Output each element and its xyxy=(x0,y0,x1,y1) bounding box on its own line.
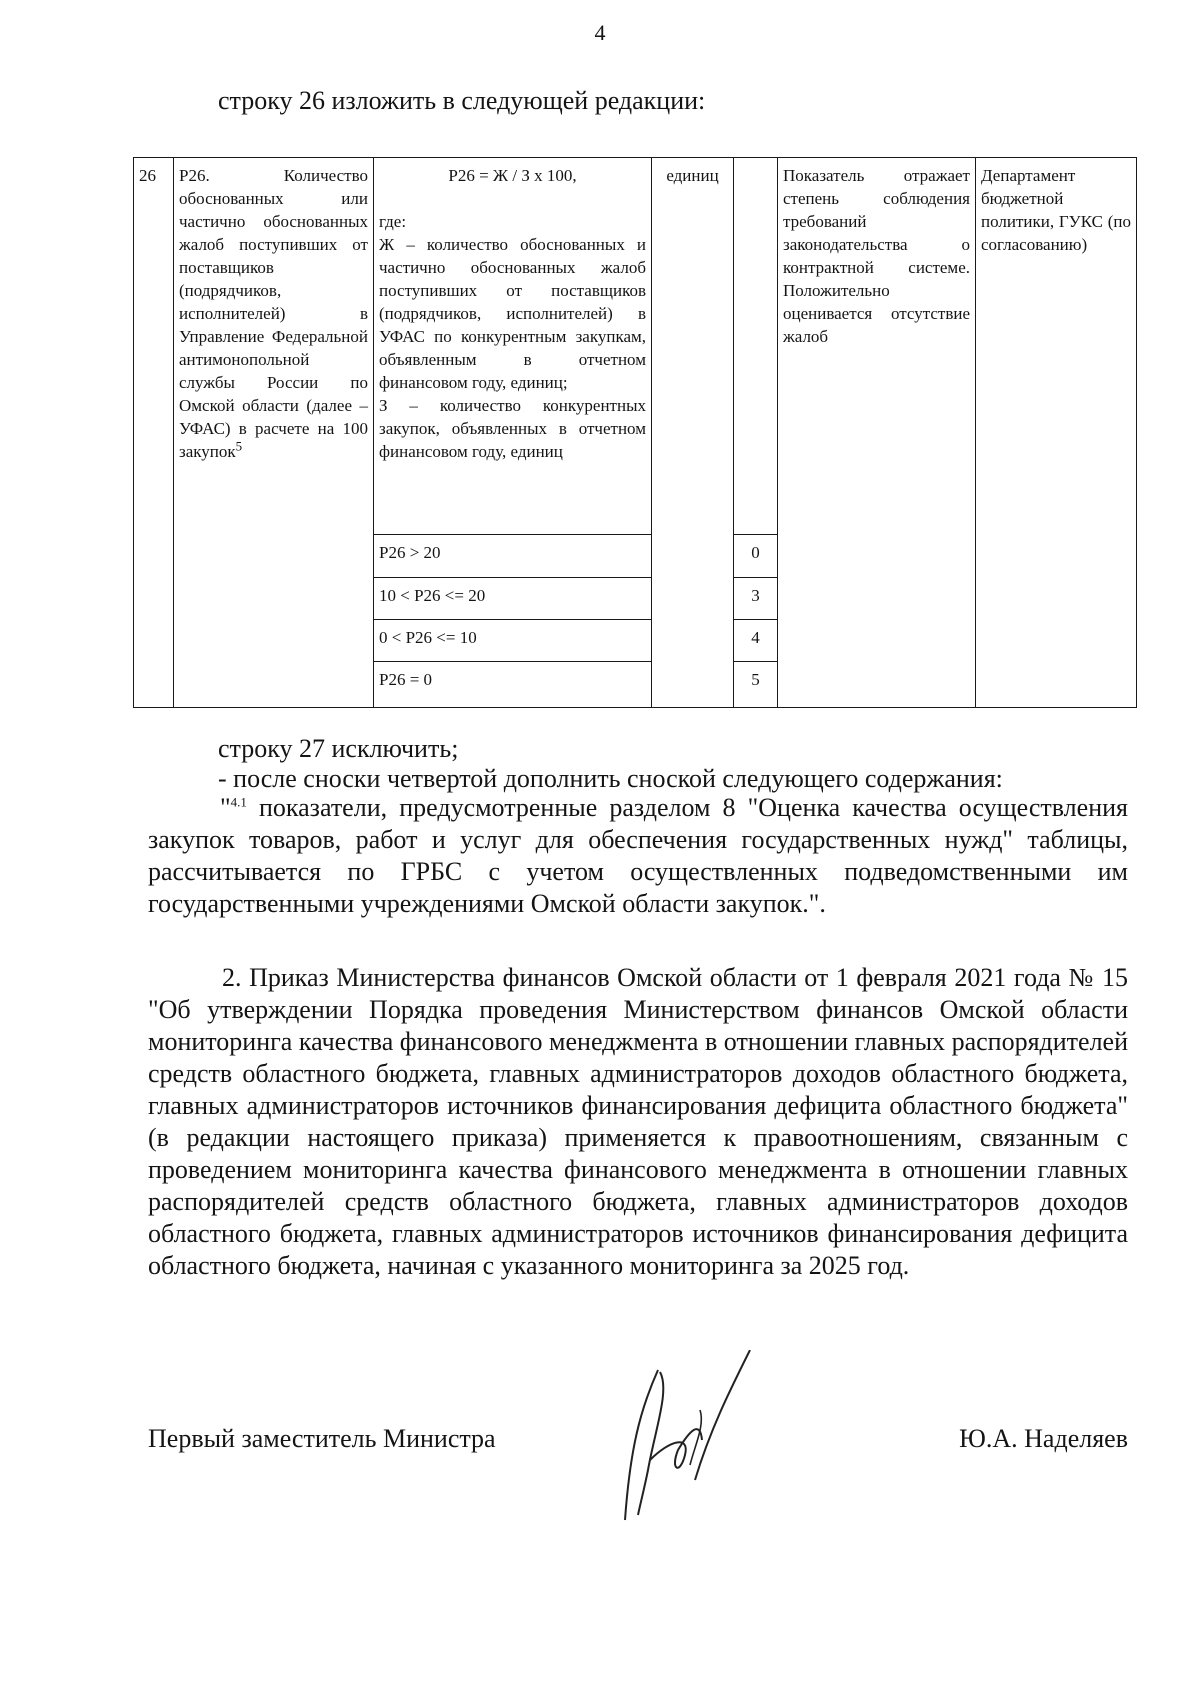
signer-name: Ю.А. Наделяев xyxy=(959,1424,1128,1453)
score-cell: 3 xyxy=(734,578,778,620)
page-number: 4 xyxy=(594,20,606,45)
paragraph-exclude: строку 27 исключить; xyxy=(218,734,459,763)
row-number-cell xyxy=(134,158,174,708)
formula-where: где: xyxy=(379,212,407,231)
unit-cell xyxy=(652,158,734,708)
footnote-paragraph xyxy=(148,792,1128,920)
unit: единиц xyxy=(666,166,719,185)
indicator-table xyxy=(133,157,1137,708)
footnote-text: показатели, предусмотренные разделом 8 "Оценка качества осуществления закупок товаров, работ и услуг для обеспечения государственных нужд" таблицы, рассчитывается по ГРБС с учетом осуществленных подведомственными им государственными учреждениями Омской области закупок.". xyxy=(148,793,1128,918)
formula-z-definition: З – количество конкурентных закупок, объявленных в отчетном финансовом году, единиц xyxy=(379,396,646,461)
row-number: 26 xyxy=(139,166,156,185)
formula-cell xyxy=(374,158,652,535)
score-header-blank xyxy=(734,158,778,535)
score-cell: 4 xyxy=(734,620,778,662)
signer-title: Первый заместитель Министра xyxy=(148,1424,496,1453)
responsible-cell xyxy=(976,158,1137,708)
formula-zh-definition: Ж – количество обоснованных и частично обоснованных жалоб поступивших от поставщиков (подрядчиков, исполнителей) в УФАС по конкурентным закупкам, объявленным в отчетном финансовом году, единиц; xyxy=(379,235,646,392)
intro-text: строку 26 изложить в следующей редакции: xyxy=(218,86,706,115)
paragraph-2: 2. Приказ Министерства финансов Омской области от 1 февраля 2021 года № 15 "Об утверждении Порядка проведения Министерством финансов Омской области мониторинга качества финансового менеджмента в отношении главных распорядителей средств областного бюджета, главных администраторов доходов областного бюджета, главных администраторов источников финансирования дефицита областного бюджета" (в редакции настоящего приказа) применяется к правоотношениям, связанным с проведением мониторинга качества финансового менеджмента в отношении главных распорядителей средств областного бюджета, главных администраторов доходов областного бюджета, главных администраторов источников финансирования дефицита областного бюджета, начиная с указанного мониторинга за 2025 год. xyxy=(148,963,1128,1280)
footnote-mark: 4.1 xyxy=(230,794,247,810)
indicator-name: Р26. Количество обоснованных или частично обоснованных жалоб поступивших от поставщиков (подрядчиков, исполнителей) в Управление Федеральной антимонопольной службы России по Омской области (далее – УФАС) в расчете на 100 закупок xyxy=(179,166,368,461)
condition-cell: Р26 > 20 xyxy=(374,535,652,578)
description-cell xyxy=(778,158,976,708)
condition-cell: 10 < Р26 <= 20 xyxy=(374,578,652,620)
formula: Р26 = Ж / З х 100, xyxy=(448,166,577,185)
responsible: Департамент бюджетной политики, ГУКС (по согласованию) xyxy=(981,166,1131,254)
condition-cell: Р26 = 0 xyxy=(374,662,652,708)
condition-cell: 0 < Р26 <= 10 xyxy=(374,620,652,662)
indicator-name-cell xyxy=(174,158,374,708)
paragraph-footnote-intro: - после сноски четвертой дополнить сноской следующего содержания: xyxy=(218,764,1003,793)
description: Показатель отражает степень соблюдения требований законодательства о контрактной системе. Положительно оценивается отсутствие жалоб xyxy=(783,166,970,346)
footnote-open-quote: " xyxy=(220,793,231,822)
score-cell: 0 xyxy=(734,535,778,578)
score-cell: 5 xyxy=(734,662,778,708)
indicator-footnote-mark: 5 xyxy=(235,438,243,454)
